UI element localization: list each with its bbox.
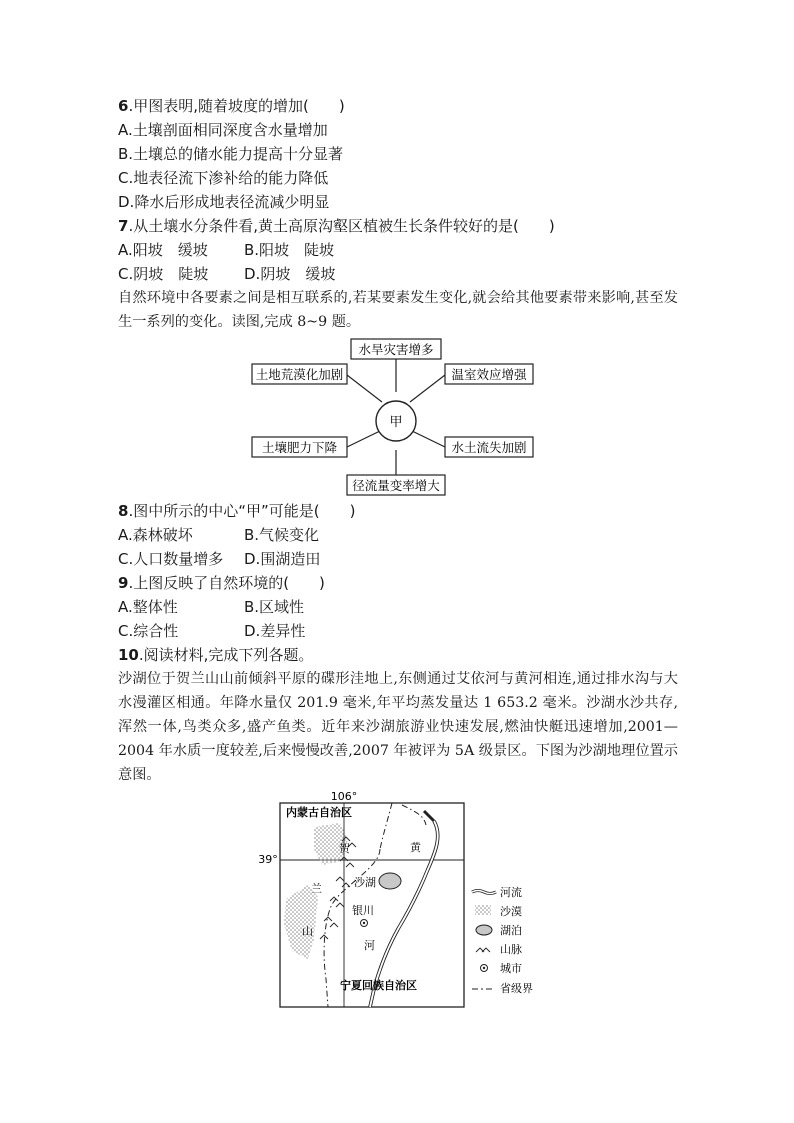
q8-options-row-1 xyxy=(118,523,678,547)
intro-8-9: 自然环境中各要素之间是相互联系的,若某要素发生变化,就会给其他要素带来影响,甚至发生一系列的变化。读图,完成 8~9 题。 xyxy=(118,290,678,330)
q6-stem xyxy=(118,94,678,118)
river-char-he: 河 xyxy=(364,939,375,952)
shahu-location-map xyxy=(118,789,678,1009)
region-south: 宁夏回族自治区 xyxy=(340,979,417,992)
q8-stem xyxy=(118,499,678,523)
cause-effect-diagram xyxy=(118,337,678,497)
q8-option-a: A.森林破坏 xyxy=(118,526,193,544)
q8-stem-text: .图中所示的中心“甲”可能是( ) xyxy=(128,502,356,520)
diagram-bottom: 径流量变率增大 xyxy=(352,478,440,493)
q9-stem-text: .上图反映了自然环境的( ) xyxy=(128,574,325,592)
legend-boundary: 省级界 xyxy=(500,982,533,995)
page-content xyxy=(118,94,678,1009)
legend-desert-icon xyxy=(475,905,491,915)
q8-option-d: D.围湖造田 xyxy=(244,550,321,568)
diagram-top: 水旱灾害增多 xyxy=(358,342,434,357)
diagram-lower-left: 土壤肥力下降 xyxy=(261,440,338,455)
q8-option-b: B.气候变化 xyxy=(244,526,320,544)
legend-river: 河流 xyxy=(500,886,522,899)
q8-option-c: C.人口数量增多 xyxy=(118,550,224,568)
legend-mountain: 山脉 xyxy=(500,943,522,956)
q7-options-row-2 xyxy=(118,262,678,286)
q7-option-d: D.阴坡 缓坡 xyxy=(244,265,336,283)
mountain-char-shan: 山 xyxy=(302,925,313,938)
q8-options-row-2 xyxy=(118,547,678,571)
q9-number: 9 xyxy=(118,574,129,592)
q10-stem xyxy=(118,643,678,667)
q9-option-a: A.整体性 xyxy=(118,598,178,616)
legend-lake-icon xyxy=(476,925,492,935)
q7-option-c: C.阴坡 陡坡 xyxy=(118,265,209,283)
shahu-lake xyxy=(379,873,401,889)
q7-number: 7 xyxy=(118,217,129,235)
q9-options-row-2 xyxy=(118,619,678,643)
diagram-center: 甲 xyxy=(389,415,403,430)
q7-stem-text: .从土壤水分条件看,黄土高原沟壑区植被生长条件较好的是( ) xyxy=(128,217,555,235)
q6-option-b: B.土壤总的储水能力提高十分显著 xyxy=(118,145,344,163)
lat-label: 39° xyxy=(258,853,278,866)
region-north: 内蒙古自治区 xyxy=(286,806,352,819)
diagram-lower-right: 水土流失加剧 xyxy=(451,440,527,455)
legend-lake: 湖泊 xyxy=(500,924,522,937)
q7-options-row-1 xyxy=(118,238,678,262)
q7-option-a: A.阳坡 缓坡 xyxy=(118,241,208,259)
diagram-upper-left: 土地荒漠化加剧 xyxy=(255,367,344,382)
q6-stem-text: .甲图表明,随着坡度的增加( ) xyxy=(128,97,345,115)
q9-stem xyxy=(118,571,678,595)
q10-number: 10 xyxy=(118,646,139,664)
river-char-huang: 黄 xyxy=(410,841,421,854)
q6-option-c: C.地表径流下渗补给的能力降低 xyxy=(118,169,329,187)
q6-option-a: A.土壤剖面相同深度含水量增加 xyxy=(118,121,328,139)
q6-number: 6 xyxy=(118,97,129,115)
q7-stem xyxy=(118,214,678,238)
q9-option-c: C.综合性 xyxy=(118,622,179,640)
mountain-char-he: 贺 xyxy=(339,842,350,855)
q10-material: 沙湖位于贺兰山山前倾斜平原的碟形洼地上,东侧通过艾依河与黄河相连,通过排水沟与大水漫灌区相通。年降水量仅 201.9 毫米,年平均蒸发量达 1 653.2 毫米。沙湖水沙共存,浑然一体,鸟类众多,盛产鱼类。近年来沙湖旅游业快速发展,燃油快艇迅速增加,2001—2004 年水质一度较差,后来慢慢改善,2007 年被评为 5A 级景区。下图为沙湖地理位置示意图。 xyxy=(118,671,678,783)
mountain-char-lan: 兰 xyxy=(311,882,322,895)
q9-option-d: D.差异性 xyxy=(244,622,306,640)
map-legend xyxy=(472,885,533,995)
q10-stem-text: .阅读材料,完成下列各题。 xyxy=(138,646,314,664)
diagram-upper-right: 温室效应增强 xyxy=(451,367,527,382)
q9-options-row-1 xyxy=(118,595,678,619)
q8-number: 8 xyxy=(118,502,129,520)
legend-mountain-icon xyxy=(476,948,490,952)
q6-option-d: D.降水后形成地表径流减少明显 xyxy=(118,193,330,211)
legend-desert: 沙漠 xyxy=(500,905,522,918)
lake-label: 沙湖 xyxy=(354,876,376,889)
q9-option-b: B.区域性 xyxy=(244,598,305,616)
city-label: 银川 xyxy=(352,904,374,917)
lon-label: 106° xyxy=(330,790,358,803)
q7-option-b: B.阳坡 陡坡 xyxy=(244,241,335,259)
legend-city: 城市 xyxy=(500,962,522,975)
